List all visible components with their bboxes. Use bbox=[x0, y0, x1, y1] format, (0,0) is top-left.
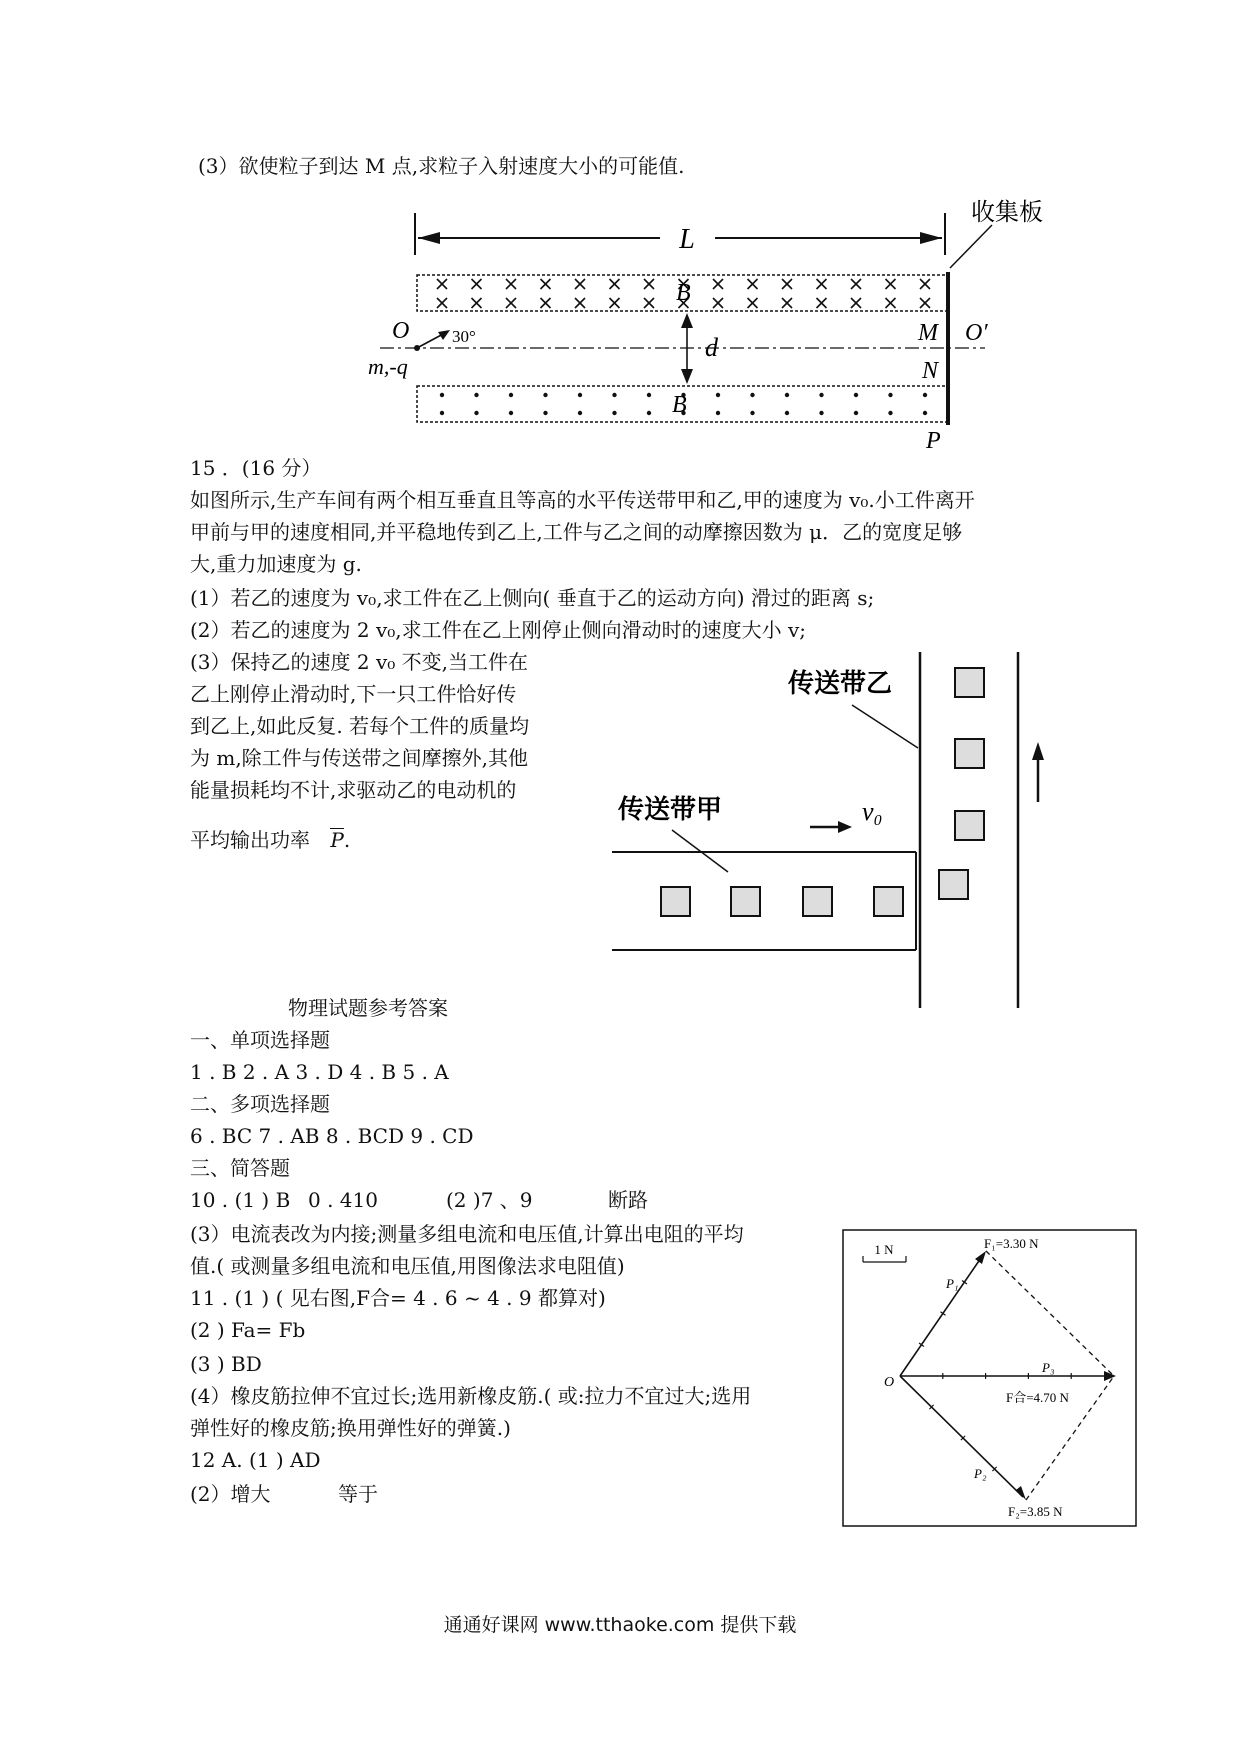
label-belt-b: 传送带乙 bbox=[788, 669, 893, 698]
q10-d: 断路 bbox=[608, 1188, 648, 1212]
q15-stem-3: 大,重力加速度为 g. bbox=[190, 552, 362, 576]
q15-part3-4: 为 m,除工件与传送带之间摩擦外,其他 bbox=[190, 746, 529, 770]
label-Fhe: F合=4.70 N bbox=[1006, 1390, 1069, 1405]
answers-title: 物理试题参考答案 bbox=[288, 996, 448, 1020]
label-O-prime: O′ bbox=[965, 320, 988, 346]
label-belt-a: 传送带甲 bbox=[618, 795, 723, 824]
label-origin: O bbox=[884, 1375, 895, 1390]
q11-4a: (4）橡皮筋拉伸不宜过长;选用新橡皮筋.( 或:拉力不宜过大;选用 bbox=[190, 1384, 752, 1408]
label-v0: v₀ bbox=[862, 797, 883, 826]
label-N: N bbox=[922, 358, 939, 384]
q12-2b: 等于 bbox=[338, 1482, 378, 1506]
q12-2a: (2）增大 bbox=[190, 1482, 271, 1506]
answers-line-3: 二、多项选择题 bbox=[190, 1092, 330, 1116]
q15-part1: (1）若乙的速度为 v₀,求工件在乙上侧向( 垂直于乙的运动方向) 滑过的距离 s; bbox=[190, 586, 875, 610]
q15-header: 15 ．(16 分） bbox=[190, 456, 322, 480]
q15-part3-2: 乙上刚停止滑动时,下一只工件恰好传 bbox=[190, 682, 517, 706]
q10-b: 0 . 410 bbox=[308, 1188, 378, 1212]
label-F1: F₁=3.30 N bbox=[984, 1236, 1039, 1251]
q10-c: (2 )7 、9 bbox=[446, 1188, 533, 1212]
answers-line-2: 1 . B 2 . A 3 . D 4 . B 5 . A bbox=[190, 1060, 449, 1084]
label-B-bottom: B bbox=[672, 392, 687, 418]
answers-line-4: 6 . BC 7 . AB 8 . BCD 9 . CD bbox=[190, 1124, 474, 1148]
label-collector: 收集板 bbox=[971, 200, 1043, 226]
label-d: d bbox=[705, 333, 718, 362]
q10-3b: 值.( 或测量多组电流和电压值,用图像法求电阻值) bbox=[190, 1254, 625, 1278]
q15-stem-2: 甲前与甲的速度相同,并平稳地传到乙上,工件与乙之间的动摩擦因数为 μ．乙的宽度足够 bbox=[190, 520, 963, 544]
q15-power-symbol: P bbox=[330, 828, 344, 852]
label-P2: P₂ bbox=[974, 1466, 987, 1481]
answers-line-1: 一、单项选择题 bbox=[190, 1028, 330, 1052]
q15-part3-1: (3）保持乙的速度 2 v₀ 不变,当工件在 bbox=[190, 650, 528, 674]
label-B-top: B bbox=[676, 280, 691, 306]
q11-1: 11 . (1 ) ( 见右图,F合= 4 . 6 ~ 4 . 9 都算对) bbox=[190, 1286, 606, 1310]
q15-part3-5: 能量损耗均不计,求驱动乙的电动机的 bbox=[190, 778, 517, 802]
answers-line-5: 三、简答题 bbox=[190, 1156, 290, 1180]
q15-part2: (2）若乙的速度为 2 v₀,求工件在乙上刚停止侧向滑动时的速度大小 v; bbox=[190, 618, 807, 642]
q11-3: (3 ) BD bbox=[190, 1352, 262, 1376]
label-angle: 30° bbox=[452, 327, 476, 346]
q14-part3: (3）欲使粒子到达 M 点,求粒子入射速度大小的可能值. bbox=[198, 154, 685, 178]
label-O: O bbox=[392, 318, 410, 344]
label-M: M bbox=[918, 320, 938, 346]
footer: 通通好课网 www.tthaoke.com 提供下载 bbox=[443, 1614, 797, 1636]
q15-stem-1: 如图所示,生产车间有两个相互垂直且等高的水平传送带甲和乙,甲的速度为 v₀.小工件离开 bbox=[190, 488, 975, 512]
label-particle: m,-q bbox=[368, 354, 408, 379]
q15-part3-last-text: 平均输出功率 bbox=[190, 828, 310, 852]
q10-3a: (3）电流表改为内接;测量多组电流和电压值,计算出电阻的平均 bbox=[190, 1222, 744, 1246]
label-scale: 1 N bbox=[874, 1242, 894, 1257]
label-P: P bbox=[926, 428, 941, 454]
label-F2: F₂=3.85 N bbox=[1008, 1504, 1063, 1519]
label-P3: P₃ bbox=[1042, 1360, 1055, 1375]
label-P1: P₁ bbox=[946, 1276, 959, 1291]
q10-a: 10 . (1 ) B bbox=[190, 1188, 291, 1212]
label-L: L bbox=[679, 224, 695, 255]
q11-4b: 弹性好的橡皮筋;换用弹性好的弹簧.) bbox=[190, 1416, 511, 1440]
q15-part3-3: 到乙上,如此反复. 若每个工件的质量均 bbox=[190, 714, 530, 738]
q12-1: 12 A. (1 ) AD bbox=[190, 1448, 321, 1472]
q15-part3-end: . bbox=[343, 828, 351, 852]
q11-2: (2 ) Fa= Fb bbox=[190, 1318, 306, 1342]
